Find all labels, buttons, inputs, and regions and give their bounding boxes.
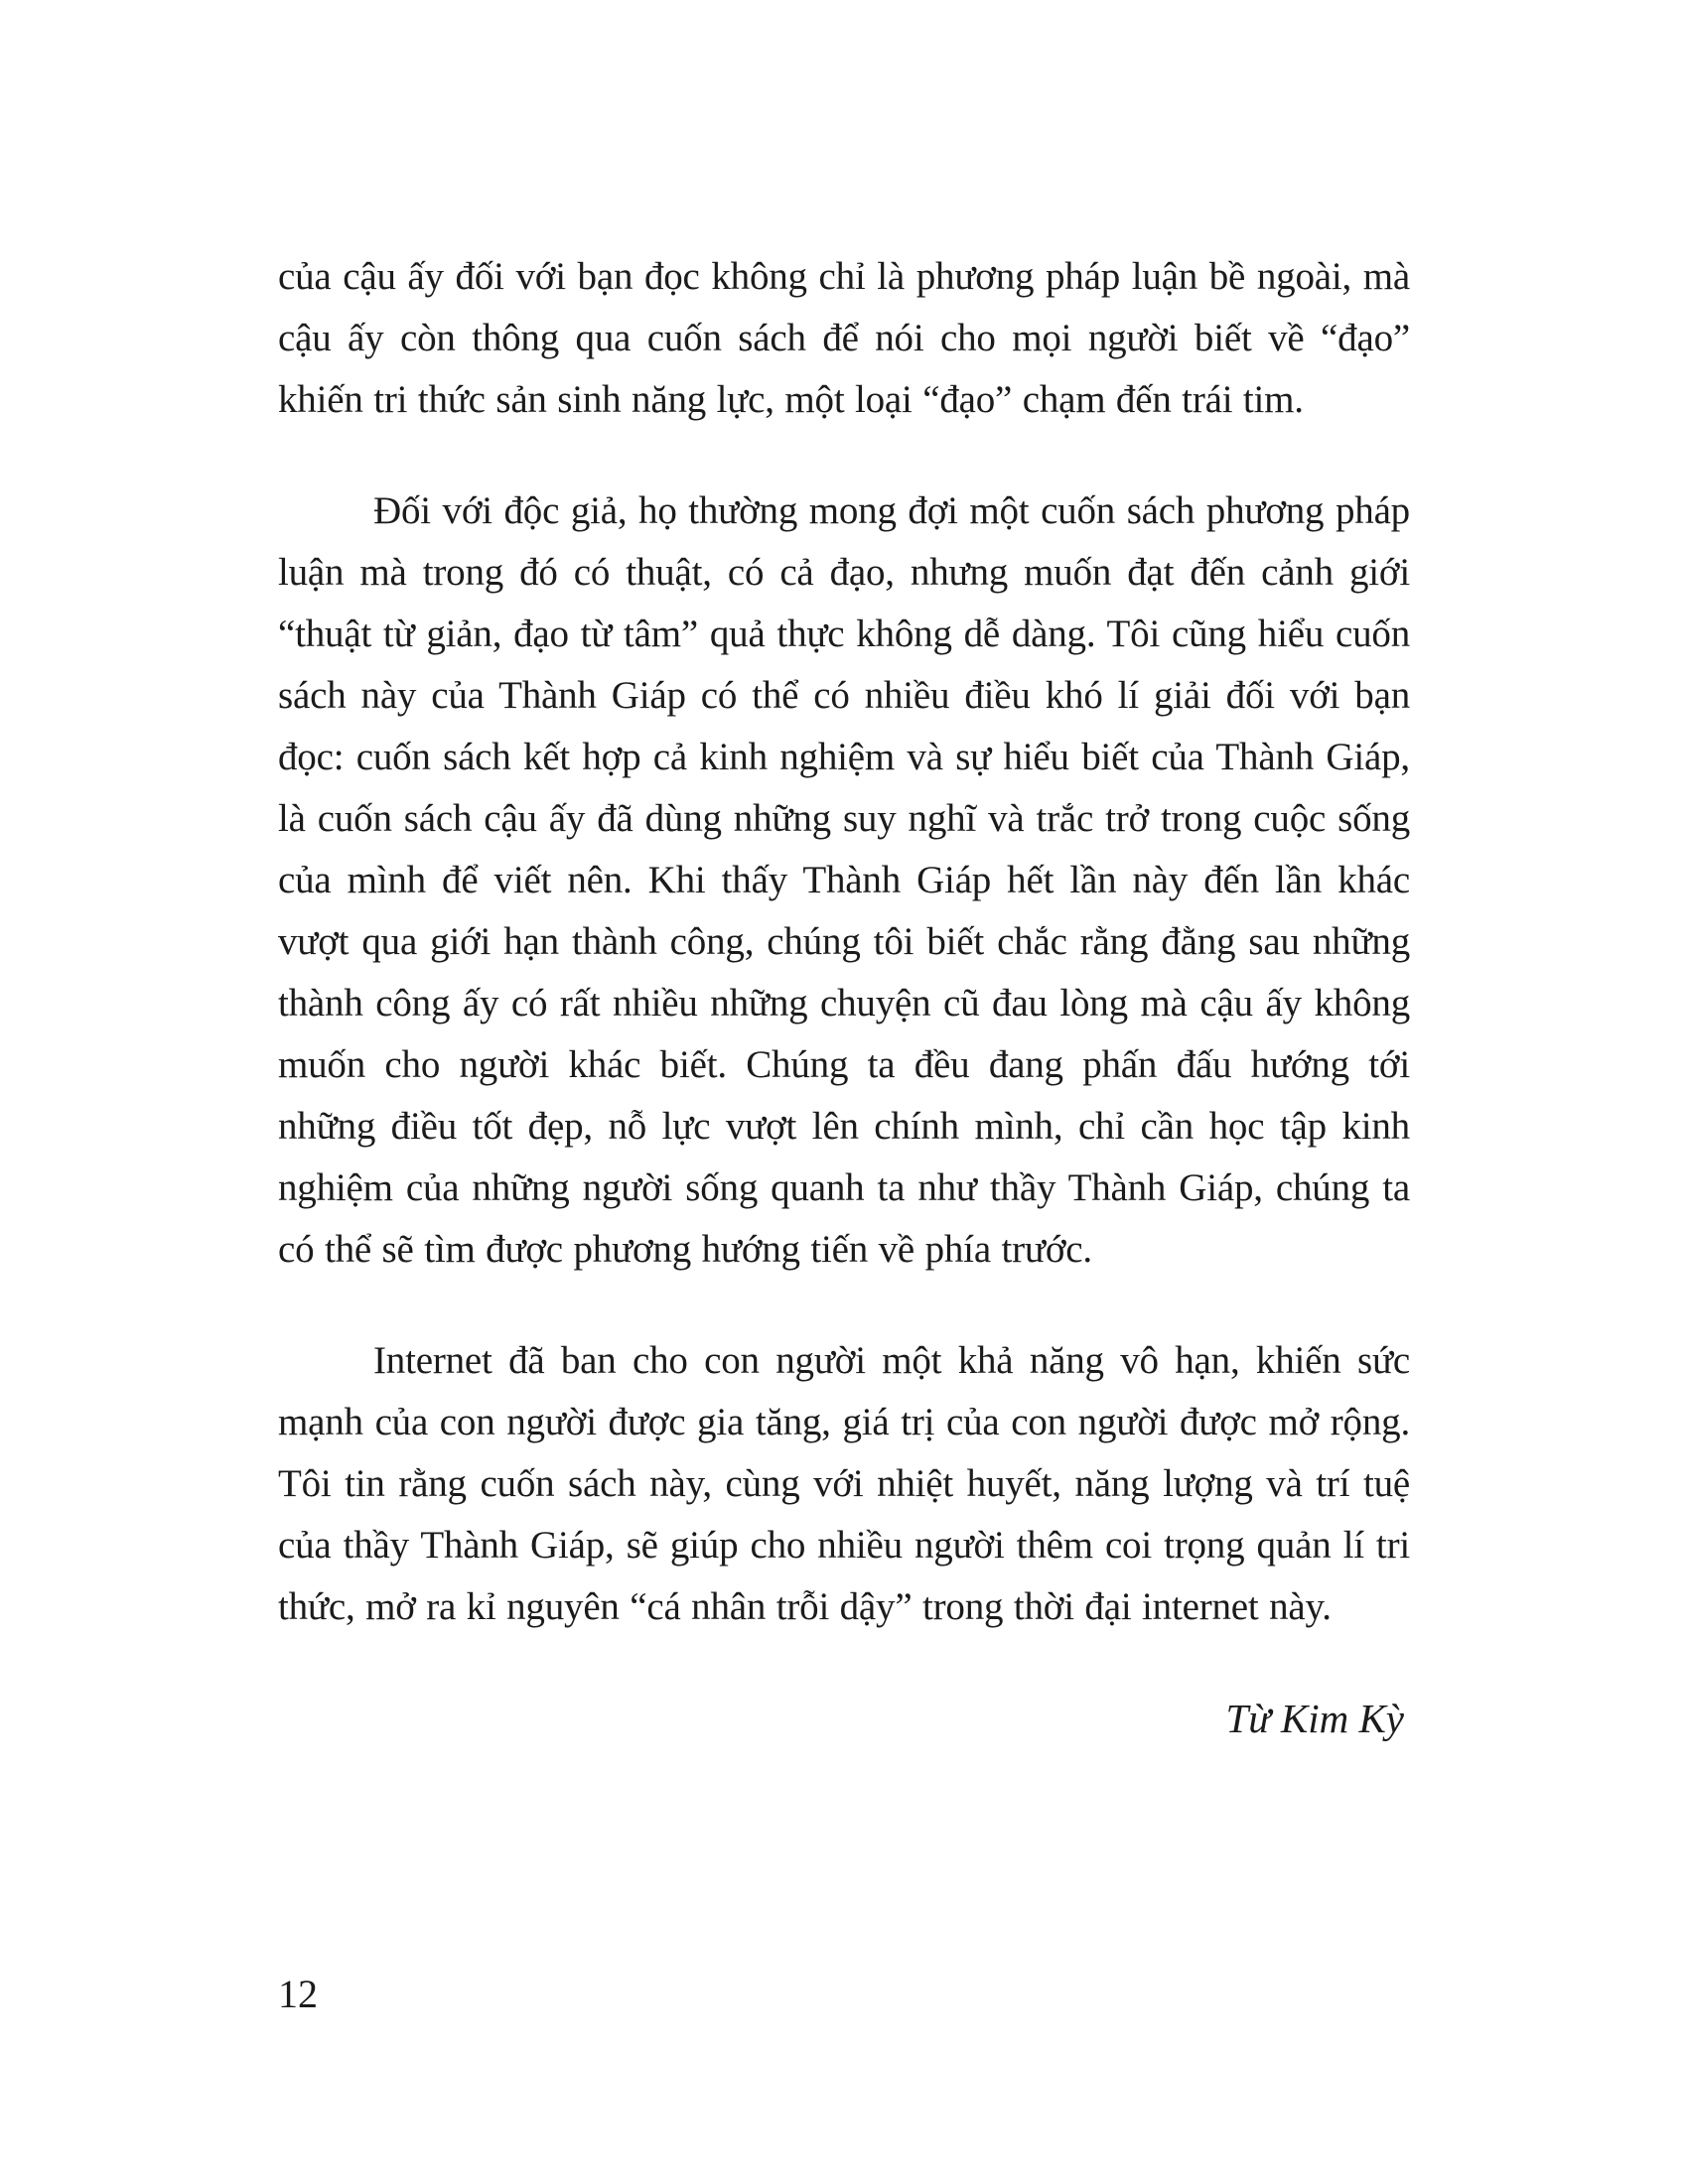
page-number: 12 [278, 1972, 318, 2016]
author-signature: Từ Kim Kỳ [1225, 1696, 1404, 1741]
paragraphs [278, 246, 1410, 1638]
paragraph: Đối với độc giả, họ thường mong đợi một cuốn sách phương pháp luận mà trong đó có thuật, có cả đạo, nhưng muốn đạt đến cảnh giới “thuật từ giản, đạo từ tâm” quả thực không dễ dàng. Tôi cũng hiểu cuốn sách này của Thành Giáp có thể có nhiều điều khó lí giải đối với bạn đọc: cuốn sách kết hợp cả kinh nghiệm và sự hiểu biết của Thành Giáp, là cuốn sách cậu ấy đã dùng những suy nghĩ và trắc trở trong cuộc sống của mình để viết nên. Khi thấy Thành Giáp hết lần này đến lần khác vượt qua giới hạn thành công, chúng tôi biết chắc rằng đằng sau những thành công ấy có rất nhiều những chuyện cũ đau lòng mà cậu ấy không muốn cho người khác biết. Chúng ta đều đang phấn đấu hướng tới những điều tốt đẹp, nỗ lực vượt lên chính mình, chỉ cần học tập kinh nghiệm của những người sống quanh ta như thầy Thành Giáp, chúng ta có thể sẽ tìm được phương hướng tiến về phía trước. [278, 489, 1410, 1271]
paragraph: của cậu ấy đối với bạn đọc không chỉ là phương pháp luận bề ngoài, mà cậu ấy còn thông qua cuốn sách để nói cho mọi người biết về “đạo” khiến tri thức sản sinh năng lực, một loại “đạo” chạm đến trái tim. [278, 255, 1410, 421]
paragraph: Internet đã ban cho con người một khả năng vô hạn, khiến sức mạnh của con người được gia tăng, giá trị của con người được mở rộng. Tôi tin rằng cuốn sách này, cùng với nhiệt huyết, năng lượng và trí tuệ của thầy Thành Giáp, sẽ giúp cho nhiều người thêm coi trọng quản lí tri thức, mở ra kỉ nguyên “cá nhân trỗi dậy” trong thời đại internet này. [278, 1339, 1410, 1628]
page-content [278, 246, 1410, 1749]
